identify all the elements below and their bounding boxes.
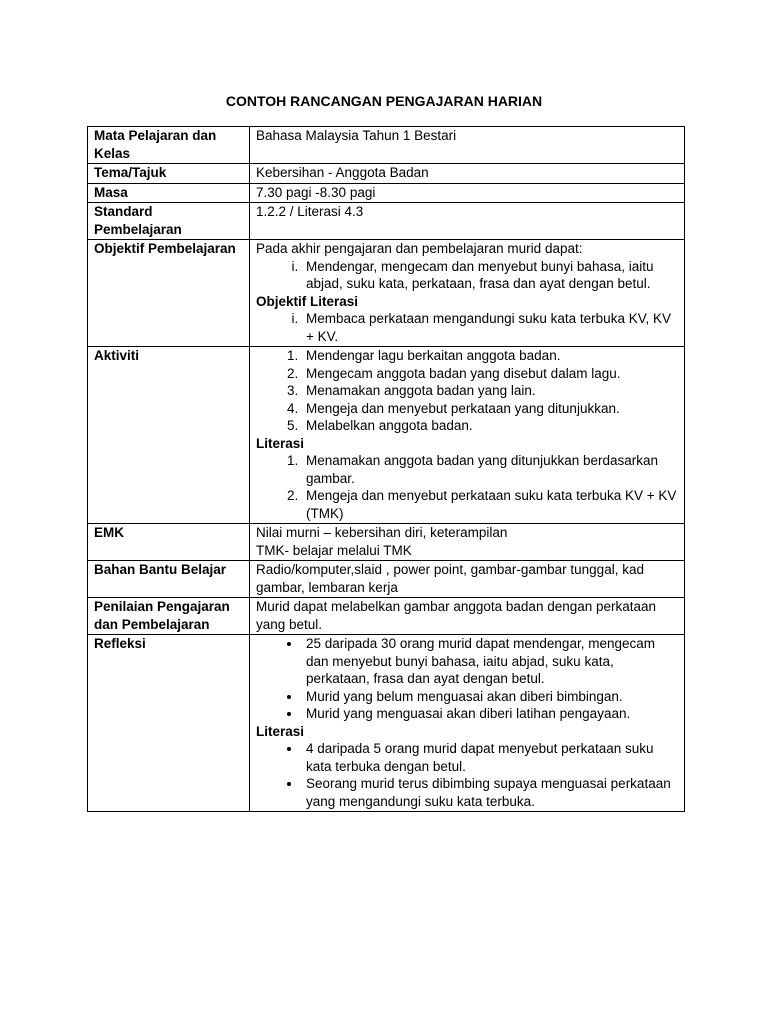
list-item: 2. Mengeja dan menyebut perkataan suku kata terbuka KV + KV (TMK) [302,487,678,522]
row-label: Objektif Pembelajaran [88,240,250,347]
row-label: Refleksi [88,635,250,812]
activity-list [256,347,678,435]
row-value [250,524,685,561]
objective-literasi-list [256,310,678,345]
table-row [88,183,685,203]
row-value [250,240,685,347]
table-row [88,347,685,524]
list-item: • 25 daripada 30 orang murid dapat mendengar, mengecam dan menyebut bunyi bahasa, iaitu abjad, suku kata, perkataan, frasa dan ayat dengan betul. [302,635,678,688]
row-label: Tema/Tajuk [88,164,250,184]
row-label: Aktiviti [88,347,250,524]
list-item: • Seorang murid terus dibimbing supaya menguasai perkataan yang mengandungi suku kata terbuka. [302,775,678,810]
row-value [250,635,685,812]
objective-list [256,258,678,293]
table-row [88,524,685,561]
list-item: i. Mendengar, mengecam dan menyebut bunyi bahasa, iaitu abjad, suku kata, perkataan, frasa dan ayat dengan betul. [302,258,678,293]
row-value [250,347,685,524]
row-value: Radio/komputer,slaid , power point, gambar-gambar tunggal, kad gambar, lembaran kerja [250,561,685,598]
reflection-list [256,635,678,723]
table-row [88,598,685,635]
table-row [88,127,685,164]
row-label: Standard Pembelajaran [88,203,250,240]
lesson-plan-table [87,126,685,812]
objective-literasi-heading: Objektif Literasi [256,293,359,309]
reflection-literasi-heading: Literasi [256,723,305,739]
list-item: 3. Menamakan anggota badan yang lain. [302,382,678,400]
row-value: 1.2.2 / Literasi 4.3 [250,203,685,240]
objective-intro: Pada akhir pengajaran dan pembelajaran murid dapat: [256,241,583,256]
table-row [88,203,685,240]
table-row [88,561,685,598]
table-row [88,164,685,184]
list-item: • 4 daripada 5 orang murid dapat menyebut perkataan suku kata terbuka dengan betul. [302,740,678,775]
row-label: Masa [88,183,250,203]
table-row [88,635,685,812]
reflection-literasi-list [256,740,678,810]
list-item: 2. Mengecam anggota badan yang disebut dalam lagu. [302,365,678,383]
row-value: Kebersihan - Anggota Badan [250,164,685,184]
emk-line: Nilai murni – kebersihan diri, keterampilan [256,525,508,540]
list-item: 1. Menamakan anggota badan yang ditunjukkan berdasarkan gambar. [302,452,678,487]
list-item: • Murid yang menguasai akan diberi latihan pengayaan. [302,705,678,723]
list-item: 5. Melabelkan anggota badan. [302,417,678,435]
row-label: Penilaian Pengajaran dan Pembelajaran [88,598,250,635]
row-value: Murid dapat melabelkan gambar anggota badan dengan perkataan yang betul. [250,598,685,635]
emk-line: TMK- belajar melalui TMK [256,542,412,558]
list-item: i. Membaca perkataan mengandungi suku kata terbuka KV, KV + KV. [302,310,678,345]
row-value: 7.30 pagi -8.30 pagi [250,183,685,203]
row-label: Bahan Bantu Belajar [88,561,250,598]
activity-literasi-list [256,452,678,522]
list-item: 4. Mengeja dan menyebut perkataan yang ditunjukkan. [302,400,678,418]
activity-literasi-heading: Literasi [256,435,305,451]
list-item: 1. Mendengar lagu berkaitan anggota badan. [302,347,678,365]
table-row [88,240,685,347]
row-value: Bahasa Malaysia Tahun 1 Bestari [250,127,685,164]
row-label: Mata Pelajaran dan Kelas [88,127,250,164]
list-item: • Murid yang belum menguasai akan diberi bimbingan. [302,688,678,706]
row-label: EMK [88,524,250,561]
page-title: CONTOH RANCANGAN PENGAJARAN HARIAN [225,93,543,109]
